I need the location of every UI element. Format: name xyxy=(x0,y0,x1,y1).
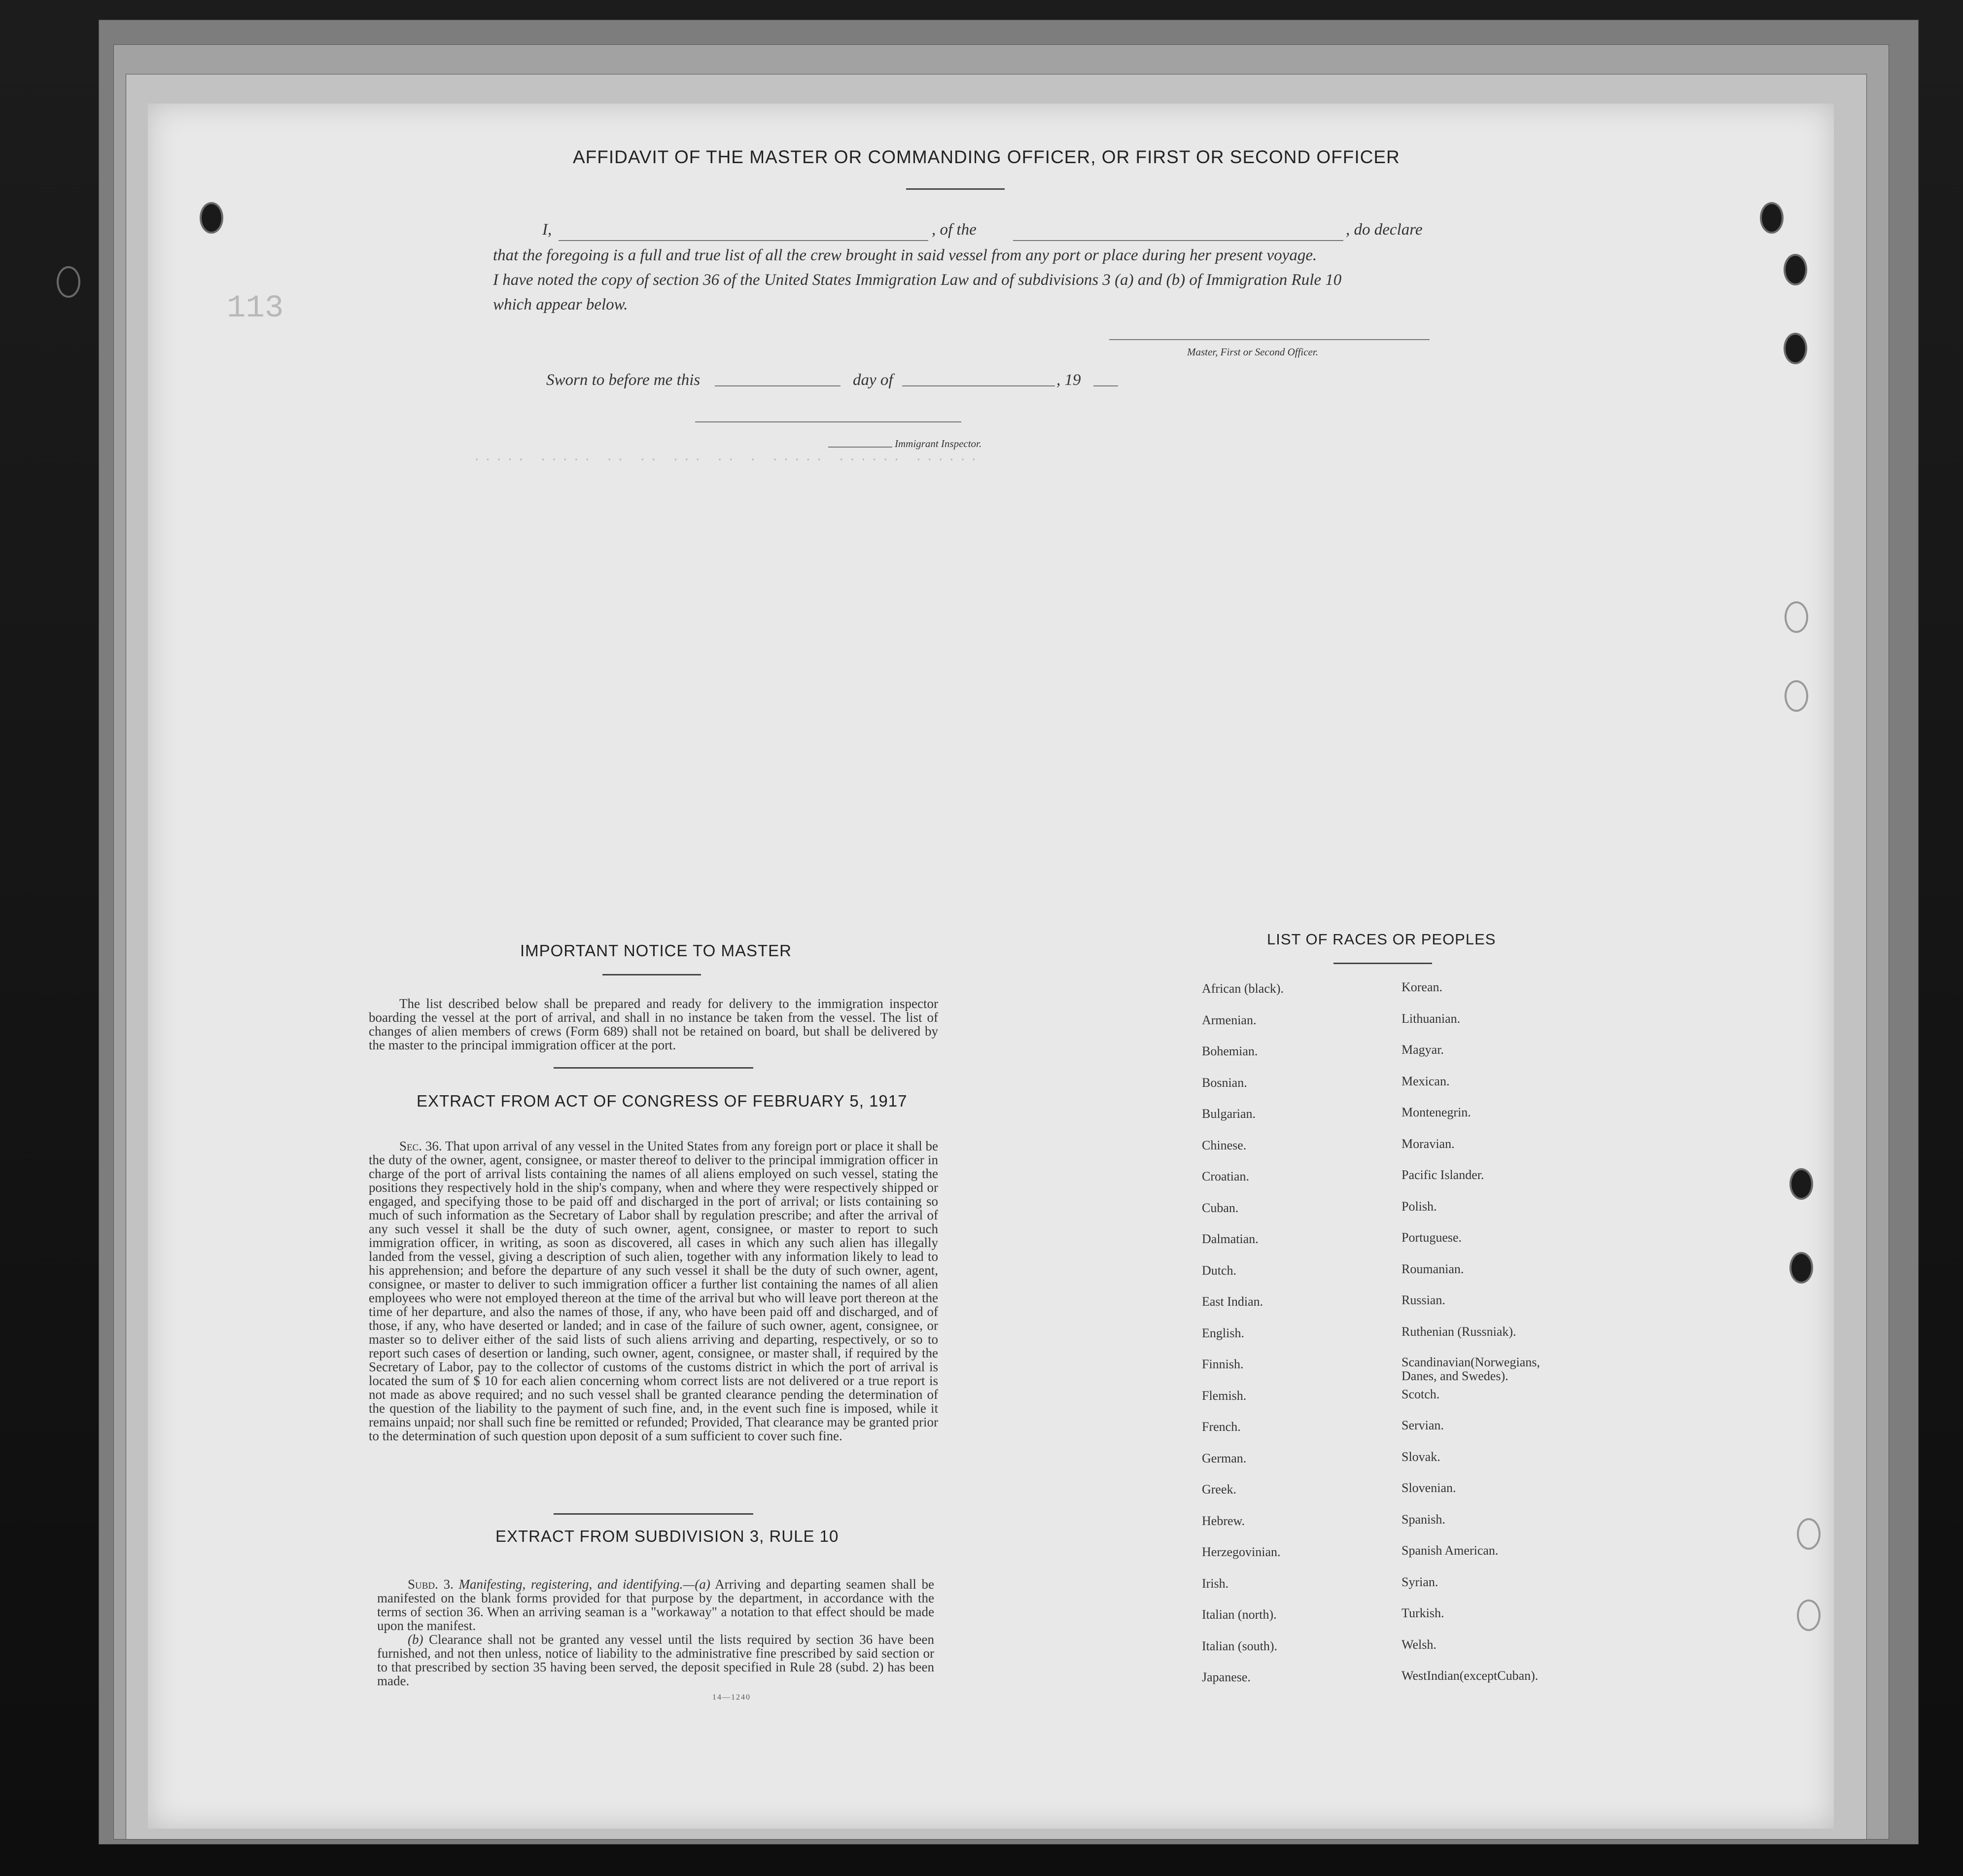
race-entry: Welsh. xyxy=(1402,1637,1437,1652)
race-entry: Slovenian. xyxy=(1402,1481,1456,1495)
race-entry: Bulgarian. xyxy=(1202,1107,1256,1121)
subdivision-heading: Manifesting, registering, and identifying.—(a) xyxy=(458,1577,710,1592)
subdivision-label: Subd. 3. xyxy=(408,1577,454,1592)
race-entry: Croatian. xyxy=(1202,1169,1250,1183)
signature-caption: Master, First or Second Officer. xyxy=(1187,346,1318,358)
race-entry: Flemish. xyxy=(1202,1388,1247,1403)
day-of-label: day of xyxy=(853,371,893,389)
race-entry: Magyar. xyxy=(1402,1042,1444,1057)
races-left-column xyxy=(1202,981,1284,1702)
race-entry: Irish. xyxy=(1202,1576,1229,1591)
race-entry: Ruthenian (Russniak). xyxy=(1402,1324,1516,1339)
section-label: Sec. 36. xyxy=(399,1139,442,1153)
section-36-text: That upon arrival of any vessel in the United States from any foreign port or place it shall be the duty of the owner, agent, consignee, or master thereof to deliver to the principal immigration officer in charge of the port of arrival lists containing the names of all aliens employed on such vessel, stating the positions they respectively hold in the ship's company, when and where they were respectively shipped or engaged, and specifying those to be paid off and discharged in the port of arrival; or lists containing so much of such information as the Secretary of Labor shall by regulation prescribe; and after the arrival of any such vessel it shall be the duty of such owner, agent, consignee, or master to report to such immigration officer, in writing, as soon as discovered, all cases in which any such alien has illegally landed from the vessel, giving a description of such alien, together with any information likely to lead to his apprehension; and before the departure of any such vessel it shall be the duty of such owner, agent, consignee, or master to deliver to such immigration officer a further list containing the names of all alien employees who were not employed thereon at the time of the arrival but who will leave port thereon at the time of her departure, and also the names of those, if any, who have been paid off and discharged, and of those, if any, who have deserted or landed; and in case of the failure of such owner, agent, consignee, or master so to deliver either of the said lists of such aliens arriving and departing, respectively, or so to report such cases of desertion or landing, such owner, agent, consignee, or master shall, if required by the Secretary of Labor, pay to the collector of customs of the customs district in which the port of arrival is located the sum of $ 10 for each alien concerning whom correct lists are not delivered or a true report is not made as above required; and no such vessel shall be granted clearance pending the determination of the question of the liability to the payment of such fine, and, in the event such fine is imposed, while it remains unpaid; nor shall such fine be remitted or refunded; Provided, That clearance may be granted prior to the determination of such question upon deposit of a sum sufficient to cover such fine. xyxy=(369,1139,939,1443)
vessel-blank-line[interactable] xyxy=(1013,240,1343,241)
act-extract-title: EXTRACT FROM ACT OF CONGRESS OF FEBRUARY 5, 1917 xyxy=(417,1092,908,1110)
race-entry: Montenegrin. xyxy=(1402,1105,1471,1119)
race-entry: Polish. xyxy=(1402,1199,1437,1214)
signature-line[interactable] xyxy=(1109,339,1430,340)
bleed-through-mark: 113 xyxy=(227,291,284,326)
inspector-caption-rule xyxy=(828,447,892,448)
punch-hole xyxy=(57,266,80,298)
race-entry: Roumanian. xyxy=(1402,1261,1464,1276)
races-title: LIST OF RACES OR PEOPLES xyxy=(1267,931,1496,948)
race-entry: Russian. xyxy=(1402,1293,1445,1307)
name-blank-line[interactable] xyxy=(559,240,928,241)
race-entry: Finnish. xyxy=(1202,1357,1244,1371)
day-blank-line[interactable] xyxy=(715,385,841,386)
section-divider xyxy=(554,1513,753,1515)
race-entry: English. xyxy=(1202,1325,1244,1340)
race-entry: Herzegovinian. xyxy=(1202,1545,1281,1559)
race-entry: Spanish. xyxy=(1402,1512,1445,1527)
race-entry: Pacific Islander. xyxy=(1402,1168,1484,1182)
race-entry: Scandinavian(Norwegians, Danes, and Swedes). xyxy=(1402,1355,1540,1383)
race-entry: Mexican. xyxy=(1402,1074,1450,1088)
title-rule xyxy=(906,188,1005,190)
inspector-signature-line[interactable] xyxy=(695,421,961,422)
race-entry: Korean. xyxy=(1402,980,1443,994)
races-rule xyxy=(1333,963,1432,964)
punch-hole xyxy=(1785,601,1808,633)
races-right-column xyxy=(1402,980,1564,1700)
race-entry: African (black). xyxy=(1202,981,1284,996)
race-entry: Cuban. xyxy=(1202,1200,1239,1215)
race-entry: Italian (north). xyxy=(1202,1607,1277,1622)
punch-hole xyxy=(1785,680,1808,712)
notice-paragraph: The list described below shall be prepared and ready for delivery to the immigration inspector boarding the vessel at the port of arrival, and shall in no instance be taken from the vessel. The list of changes of alien members of crews (Form 689) shall not be retained on board, but shall be delivered by the master to the principal immigration officer at the port. xyxy=(369,996,938,1052)
punch-hole xyxy=(1797,1599,1821,1631)
bleed-through-mark: ····· ····· ·· ·· ··· ·· · ····· ······ ······ xyxy=(473,453,982,467)
race-entry: Slovak. xyxy=(1402,1449,1440,1464)
affidavit-line-4: which appear below. xyxy=(493,296,628,313)
race-entry: Turkish. xyxy=(1402,1606,1444,1620)
race-entry: Hebrew. xyxy=(1202,1513,1245,1528)
notice-rule xyxy=(602,974,701,975)
affidavit-name-label: I, xyxy=(542,221,552,239)
form-page xyxy=(148,104,1834,1829)
notice-title: IMPORTANT NOTICE TO MASTER xyxy=(520,941,792,960)
race-entry: Japanese. xyxy=(1202,1670,1251,1684)
race-entry: Chinese. xyxy=(1202,1138,1247,1152)
month-blank-line[interactable] xyxy=(902,385,1055,386)
punch-hole xyxy=(1789,1252,1813,1284)
punch-hole xyxy=(1784,254,1807,285)
rule-extract-title: EXTRACT FROM SUBDIVISION 3, RULE 10 xyxy=(495,1527,839,1545)
race-entry: German. xyxy=(1202,1451,1247,1465)
punch-hole xyxy=(1789,1168,1813,1200)
race-entry: Scotch. xyxy=(1402,1387,1440,1401)
race-entry: Spanish American. xyxy=(1402,1543,1499,1558)
race-entry: Bosnian. xyxy=(1202,1075,1247,1090)
race-entry: Dutch. xyxy=(1202,1263,1237,1278)
race-entry: Portuguese. xyxy=(1402,1230,1462,1245)
inspector-caption: Immigrant Inspector. xyxy=(895,438,982,450)
rule-10-paragraph xyxy=(377,1577,934,1688)
race-entry: Armenian. xyxy=(1202,1012,1257,1027)
punch-hole xyxy=(1784,333,1807,364)
race-entry: Greek. xyxy=(1202,1482,1237,1496)
race-entry: Italian (south). xyxy=(1202,1638,1278,1653)
race-entry: French. xyxy=(1202,1420,1241,1434)
race-entry: Moravian. xyxy=(1402,1136,1455,1151)
subdivision-a-text: Arriving and departing seamen shall be manifested on the blank forms provided for that purpose by the department, in accordance with the terms of section 36. When an arriving seaman is a "workaway" a notation to that effect should be made upon the manifest. xyxy=(377,1577,935,1633)
subdivision-b-label: (b) xyxy=(408,1632,423,1647)
race-entry: Lithuanian. xyxy=(1402,1011,1461,1026)
affidavit-title: AFFIDAVIT OF THE MASTER OR COMMANDING OFFICER, OR FIRST OR SECOND OFFICER xyxy=(573,147,1400,167)
year-blank-line[interactable] xyxy=(1093,385,1118,386)
race-entry: Syrian. xyxy=(1402,1574,1438,1589)
affidavit-of-the-label: , of the xyxy=(932,221,977,239)
race-entry: Dalmatian. xyxy=(1202,1232,1259,1246)
affidavit-line-3: I have noted the copy of section 36 of the United States Immigration Law and of subdivisions 3 (a) and (b) of Immigration Rule 10 xyxy=(493,271,1342,289)
race-entry: Bohemian. xyxy=(1202,1044,1258,1058)
subdivision-b-text: Clearance shall not be granted any vessel until the lists required by section 36 have been furnished, and not then unless, notice of liability to the administrative fine prescribed by said section or to that prescribed by section 35 having been served, the deposit specified in Rule 28 (subd. 2) has been made. xyxy=(377,1632,935,1688)
punch-hole xyxy=(200,202,223,234)
year-label: , 19 xyxy=(1056,371,1081,389)
form-number: 14—1240 xyxy=(712,1693,751,1702)
sworn-label: Sworn to before me this xyxy=(546,371,701,389)
affidavit-line-2: that the foregoing is a full and true list of all the crew brought in said vessel from any port or place during her present voyage. xyxy=(493,246,1317,264)
race-entry: WestIndian(exceptCuban). xyxy=(1402,1668,1539,1683)
affidavit-do-declare-label: , do declare xyxy=(1346,221,1423,239)
punch-hole xyxy=(1760,202,1784,234)
section-36-paragraph xyxy=(369,1139,938,1443)
section-divider xyxy=(554,1067,753,1069)
punch-hole xyxy=(1797,1518,1821,1550)
race-entry: Servian. xyxy=(1402,1418,1444,1432)
race-entry: East Indian. xyxy=(1202,1294,1263,1309)
